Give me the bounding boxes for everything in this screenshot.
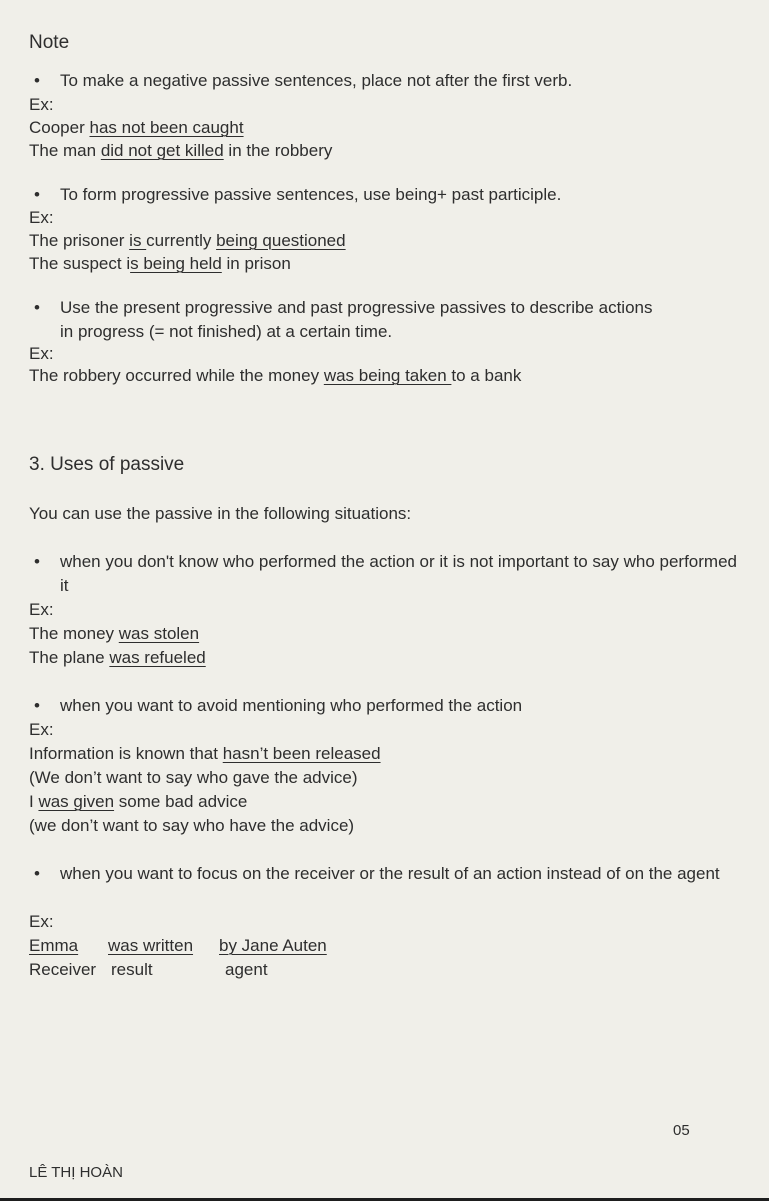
uses-bullet-focus: • when you want to focus on the receiver or the result of an action instead of on the agent [60, 862, 750, 886]
note-bullet-in-progress: • Use the present progressive and past progressive passives to describe actions in progress (= not finished) at a certain time. [60, 296, 660, 344]
example-sentence: Cooper has not been caught [29, 118, 244, 137]
uses-heading: 3. Uses of passive [29, 454, 185, 475]
result-label: result [111, 960, 153, 979]
example-sentence: I was given some bad advice [29, 792, 248, 811]
example-label: Ex: [29, 344, 54, 363]
agent-part: by Jane Auten [219, 936, 327, 955]
result-part: was written [108, 936, 194, 955]
example-label: Ex: [29, 600, 54, 619]
example-sentence: The suspect is being held in prison [29, 254, 291, 273]
example-label: Ex: [29, 95, 54, 114]
example-sentence: The man did not get killed in the robbery [29, 141, 333, 160]
note-bullet-negative: • To make a negative passive sentences, place not after the first verb. [60, 69, 740, 93]
note-heading: Note [29, 32, 70, 53]
example-label: Ex: [29, 208, 54, 227]
receiver-part: Emma [29, 936, 79, 955]
receiver-label: Receiver [29, 960, 97, 979]
example-comment: (we don’t want to say who have the advice) [29, 816, 355, 835]
example-comment: (We don’t want to say who gave the advice) [29, 768, 358, 787]
note-bullet-progressive: • To form progressive passive sentences, use being+ past participle. [60, 183, 740, 207]
author-name: LÊ THỊ HOÀN [29, 1164, 123, 1181]
uses-intro: You can use the passive in the following situations: [29, 504, 412, 523]
example-sentence: The plane was refueled [29, 648, 206, 667]
uses-bullet-unknown: • when you don't know who performed the action or it is not important to say who performed it [60, 550, 750, 598]
example-sentence: Information is known that hasn’t been released [29, 744, 381, 763]
example-label: Ex: [29, 720, 54, 739]
example-sentence: The prisoner is currently being questioned [29, 231, 346, 250]
example-label: Ex: [29, 912, 54, 931]
agent-label: agent [225, 960, 268, 979]
example-sentence: The money was stolen [29, 624, 200, 643]
page-number: 05 [673, 1122, 690, 1139]
example-sentence: The robbery occurred while the money was being taken to a bank [29, 366, 522, 385]
uses-bullet-avoid: • when you want to avoid mentioning who performed the action [60, 694, 740, 718]
